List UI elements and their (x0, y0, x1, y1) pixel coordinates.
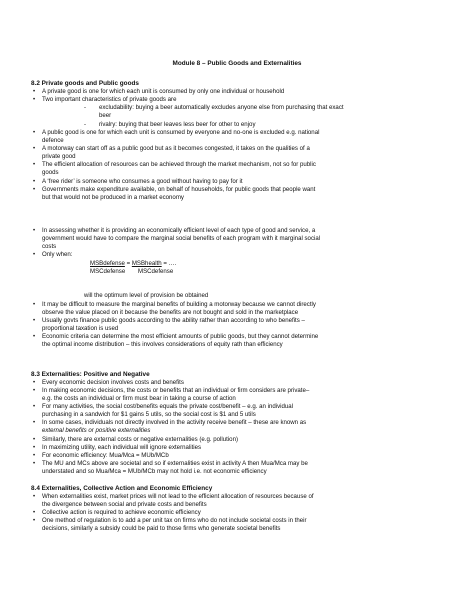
paragraph-line: It may be difficult to measure the marginal benefits of building a motorway because we cannot directly (42, 301, 316, 308)
bullet: • (33, 228, 36, 234)
bullet: • (33, 404, 36, 410)
bullet: • (33, 302, 36, 308)
paragraph-line: When externalities exist, market prices will not lead to the efficient allocation of resources because of (42, 493, 314, 500)
bullet: • (33, 453, 36, 459)
bullet: • (33, 89, 36, 95)
paragraph-line: Only when: (42, 251, 73, 258)
paragraph-line: Similarly, there are external costs or negative externalities (e.g. pollution) (42, 436, 238, 443)
section-heading-8-2: 8.2 Private goods and Public goods (31, 80, 139, 87)
paragraph-line: Usually govts finance public goods according to the ability rather than according to who benefits – (42, 317, 305, 324)
paragraph-line: Collective action is required to achieve economic efficiency (42, 509, 201, 516)
paragraph-line: rivalry: buying that beer leaves less beer for other to enjoy (99, 121, 256, 128)
paragraph-line: For economic efficiency: Mua/Mca = MUb/MCb (42, 452, 169, 459)
document-title: Module 8 – Public Goods and Externalities (172, 60, 302, 67)
paragraph-line: Governments make expenditure available, on behalf of households, for public goods that people want (42, 186, 316, 193)
bullet: • (33, 162, 36, 168)
paragraph-line: the optimal income distribution – this involves considerations of equity rath than efficiency (42, 341, 283, 348)
paragraph-line: Two important characteristics of private goods are (42, 96, 177, 103)
paragraph-line: For many activities, the social cost/benefits equals the private cost/benefit – e.g. an individual (42, 403, 293, 410)
section-heading-8-4: 8.4 Externalities, Collective Action and Economic Efficiency (31, 485, 213, 492)
paragraph-line: In assessing whether it is providing an economically efficient level of each type of good and service, a (42, 227, 316, 234)
paragraph-line: costs (42, 243, 57, 250)
dash-marker: - (84, 105, 86, 111)
paragraph-line: A private good is one for which each unit is consumed by only one individual or household (42, 88, 285, 95)
paragraph-line: The efficient allocation of resources can be achieved through the market mechanism, not so for public (42, 161, 316, 168)
paragraph-line: the divergence between social and private costs and benefits (42, 501, 207, 508)
bullet: • (33, 510, 36, 516)
paragraph-line: beer (99, 112, 112, 119)
formula-msc-defense-2: MSCdefense (138, 268, 174, 275)
bullet: • (33, 146, 36, 152)
paragraph-line: Economic criteria can determine the most efficient amounts of public goods, but they cannot determine (42, 333, 319, 340)
paragraph-line-italic: external benefits or positive externalities (42, 427, 151, 434)
bullet: • (33, 318, 36, 324)
paragraph-line: Every economic decision involves costs and benefits (42, 379, 184, 386)
paragraph-line: defence (42, 137, 64, 144)
bullet: • (33, 445, 36, 451)
formula-msb-health: MSBhealth (131, 260, 162, 267)
formula-numerator (90, 260, 176, 268)
paragraph-line: purchasing in a sandwich for $1 gains 5 utils, so the social cost is $1 and 5 utils (42, 411, 256, 418)
paragraph-line: A motorway can start off as a public good but as it becomes congested, it takes on the qualities of a (42, 145, 310, 152)
paragraph-line: In some cases, individuals not directly involved in the activity receive benefit – these are known as (42, 419, 307, 426)
formula-msb-defense: MSBdefense (90, 260, 125, 267)
paragraph-line: will the optimum level of provision be obtained (84, 292, 209, 299)
paragraph-line: In maximizing utility, each individual will ignore externalities (42, 444, 202, 451)
bullet: • (33, 187, 36, 193)
bullet: • (33, 380, 36, 386)
paragraph-line: private good (42, 153, 76, 160)
paragraph-line: government would have to compare the marginal social benefits of each program with it marginal social (42, 235, 321, 242)
paragraph-line: One method of regulation is to add a per unit tax on firms who do not include societal costs in their (42, 517, 307, 524)
paragraph-line: A public good is one for which each unit is consumed by everyone and no-one is excluded e.g. national (42, 129, 320, 136)
bullet: • (33, 179, 36, 185)
bullet: • (33, 420, 36, 426)
formula-continuation: = …. (161, 260, 177, 267)
bullet: • (33, 97, 36, 103)
paragraph-line: but that would not be produced in a market economy (42, 194, 184, 201)
paragraph-line: goods (42, 169, 59, 176)
paragraph-line: proportional taxation is used (42, 325, 119, 332)
paragraph-line: decisions, similarly a subsidy could be paid to those firms who generate societal benefits (42, 525, 281, 532)
formula-msc-defense-1: MSCdefense (90, 268, 126, 275)
paragraph-line: In making economic decisions, the costs or benefits that an individual or firm considers are private– (42, 387, 310, 394)
bullet: • (33, 437, 36, 443)
dash-marker: - (84, 122, 86, 128)
bullet: • (33, 334, 36, 340)
bullet: • (33, 252, 36, 258)
paragraph-line: excludability: buying a beer automatically excludes anyone else from purchasing that exact (99, 104, 344, 111)
paragraph-line: A ‘free rider’ is someone who consumes a good without having to pay for it (42, 178, 243, 185)
bullet: • (33, 461, 36, 467)
paragraph-line: e.g. the costs an individual or firm must bear in taking a course of action (42, 395, 236, 402)
paragraph-line: understated and so Mua/Mca = MUb/MCb may not hold i.e. not economic efficiency (42, 468, 267, 475)
formula-equals: = (124, 260, 132, 267)
paragraph-line: The MU and MCs above are societal and so if externalities exist in activity A then Mua/Mca may be (42, 460, 308, 467)
bullet: • (33, 494, 36, 500)
section-heading-8-3: 8.3 Externalities: Positive and Negative (31, 371, 150, 378)
paragraph-line: observe the value placed on it because the benefits are not bought and sold in the marketplace (42, 309, 299, 316)
bullet: • (33, 518, 36, 524)
bullet: • (33, 130, 36, 136)
bullet: • (33, 388, 36, 394)
